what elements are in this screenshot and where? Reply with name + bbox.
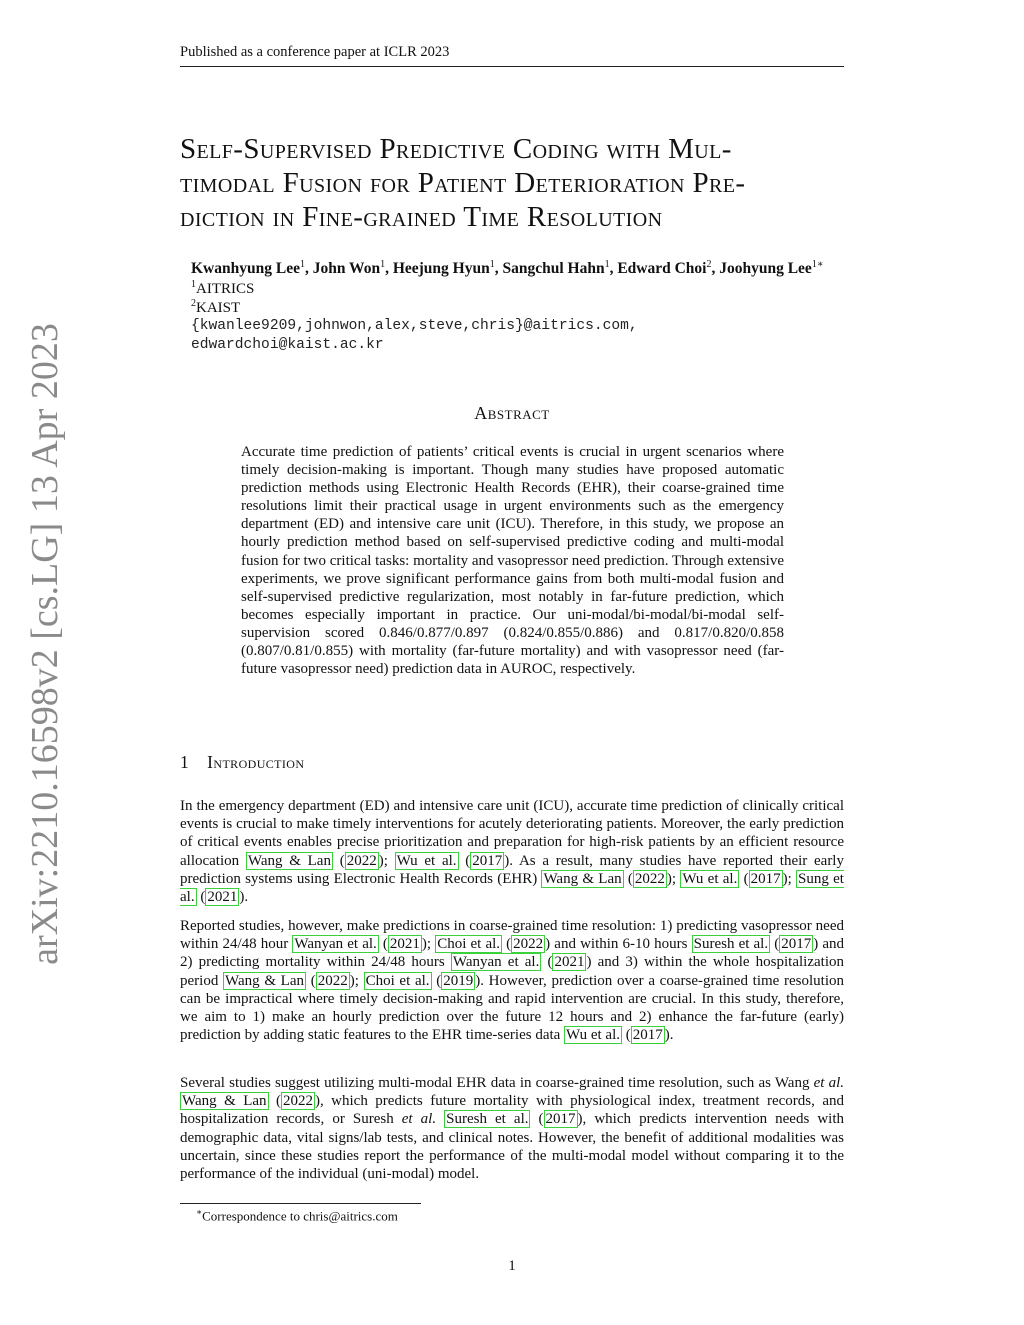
paper-title (180, 132, 860, 234)
citation-authors[interactable]: Suresh et al. (693, 936, 769, 953)
email-line: {kwanlee9209,johnwon,alex,steve,chris}@aitrics.com, (191, 318, 638, 334)
paragraph-text (436, 1111, 444, 1127)
citation-link[interactable]: Wang & Lan ( 2022 ) (182, 1093, 320, 1110)
abstract-heading: Abstract (474, 403, 550, 423)
citation-authors[interactable]: Suresh et al. (446, 1111, 529, 1128)
citation-link[interactable]: Wanyan et al. ( 2021 ) (452, 954, 592, 971)
paragraph-text: and 2) predicting mortality within 24/48 hours (180, 936, 844, 971)
intro-paragraph (180, 1074, 844, 1183)
email-line: edwardchoi@kaist.ac.kr (191, 337, 384, 353)
paragraph-text: Reported studies, however, make predictions in coarse-grained time resolution: 1) predicting vasopressor need within 24/48 hour (180, 918, 844, 953)
citation-authors[interactable]: Choi et al. (437, 936, 501, 953)
citation-link[interactable]: Choi et al. ( 2022 ) (437, 936, 551, 953)
author-affil-mark: 1∗ (811, 259, 824, 270)
section-heading (180, 752, 304, 773)
citation-year[interactable]: 2022 (513, 936, 544, 953)
abstract-body: Accurate time prediction of patients’ critical events is crucial in urgent scenarios where timely decision-making is important. Though many studies have proposed automatic prediction methods using Electronic Health Records (EHR), their coarse-grained time resolutions limit their practical usage in urgent environments such as the emergency department (ED) and intensive care unit (ICU). Therefore, in this study, we propose an hourly prediction method based on self-supervised predictive coding and multi-modal fusion for two critical tasks: mortality and vasopressor need prediction. Through extensive experiments, we prove significant performance gains from both multi-modal fusion and self-supervised predictive regularization, most notably in far-future prediction, which becomes especially important in practice. Our uni-modal/bi-modal/bi-modal self-supervision scored 0.846/0.877/0.897 (0.824/0.855/0.886) and 0.817/0.820/0.858 (0.807/0.81/0.855) with mortality (far-future mortality) and with vasopressor need (far-future vasopressor need) prediction data in AUROC, respectively. (241, 444, 784, 678)
footnote-rule (180, 1203, 421, 1204)
title-line: diction in Fine-grained Time Resolution (180, 201, 663, 233)
citation-year[interactable]: 2022 (282, 1093, 313, 1110)
citation-link[interactable]: Sung et al. ( 2021 ) (180, 870, 844, 906)
paragraph-text: ; (426, 936, 436, 953)
intro-paragraph (180, 917, 844, 1044)
author-name: Heejung Hyun (392, 260, 490, 278)
paragraph-text: , which predicts future mortality with physiological index, treatment records, and hospitalization records, or Suresh (180, 1093, 844, 1128)
citation-authors[interactable]: Wanyan et al. (294, 936, 377, 953)
footnote-text: Correspondence to chris@aitrics.com (202, 1208, 398, 1224)
title-line: Self-Supervised Predictive Coding with Mul- (180, 133, 732, 165)
citation-year[interactable]: 2017 (632, 1027, 663, 1044)
citation-year[interactable]: 2017 (545, 1111, 576, 1128)
author-affil-mark: 1 (380, 259, 386, 270)
author-name: Kwanhyung Lee (191, 260, 300, 278)
citation-year[interactable]: 2017 (750, 870, 781, 887)
affiliation (191, 298, 240, 317)
paragraph-text: In the emergency department (ED) and intensive care unit (ICU), accurate time prediction of clinically critical events is crucial to make timely interventions for acutely deteriorating patients. Moreover, the early prediction of critical events enables precise prioritization and preparation for high-risk patients by an efficient resource allocation (180, 798, 844, 869)
citation-year[interactable]: 2021 (554, 954, 585, 971)
author-affil-mark: 2 (706, 259, 712, 270)
citation-year[interactable]: 2022 (317, 972, 348, 989)
page-number: 1 (508, 1258, 516, 1274)
citation-year[interactable]: 2021 (389, 936, 420, 953)
arxiv-stamp: arXiv:2210.16598v2 [cs.LG] 13 Apr 2023 (24, 323, 66, 965)
citation-link[interactable]: Wang & Lan ( 2022 ) (247, 852, 384, 869)
citation-authors[interactable]: Wanyan et al. (452, 954, 540, 971)
citation-link[interactable]: Wu et al. ( 2017 ) (682, 870, 788, 887)
section-number: 1 (180, 752, 190, 772)
affiliation-name: AITRICS (196, 281, 255, 297)
paragraph-text: , which predicts intervention needs with demographic data, vital signs/lab tests, and clinical notes. However, the benefit of additional modalities was uncertain, since these studies report the performance of the multi-modal model without comparing it to the performance of the individual (uni-modal) model. (180, 1111, 845, 1183)
citation-link[interactable]: Choi et al. ( 2019 ) (365, 972, 481, 989)
citation-authors[interactable]: Wu et al. (396, 852, 457, 869)
footnote-mark: ∗ (196, 1207, 203, 1217)
author-name: Joohyung Lee (719, 260, 812, 278)
citation-authors[interactable]: Choi et al. (365, 972, 430, 989)
author-name: John Won (312, 260, 381, 278)
citation-link[interactable]: Wang & Lan ( 2022 ) (225, 972, 355, 989)
paragraph-text: Several studies suggest utilizing multi-modal EHR data in coarse-grained time resolution, such as Wang (180, 1075, 814, 1091)
citation-authors[interactable]: Sung et al. (180, 870, 844, 906)
paragraph-text: . (669, 1027, 674, 1044)
paragraph-text: ; (383, 852, 395, 869)
citation-link[interactable]: Wang & Lan ( 2022 ) (543, 870, 672, 887)
title-line: timodal Fusion for Patient Deterioration Pre- (180, 167, 746, 199)
paragraph-text: ; (787, 870, 797, 887)
author-list: Kwanhyung Lee$^1$, John Won$^1$, Heejung Hyun$^1$, Sangchul Hahn$^1$, Edward Choi$^2$, Joohyung Lee$^{1∗}$ (191, 259, 824, 278)
citation-authors[interactable]: Wang & Lan (225, 972, 305, 989)
citation-authors[interactable]: Wang & Lan (182, 1093, 267, 1110)
paragraph-text: . However, prediction over a coarse-grained time resolution can be impractical where timely decision-making and rapid intervention are crucial. In this study, therefore, we aim to 1) make an hourly prediction over the future 12 hours and 2) enhance the far-future (early) prediction by adding static features to the EHR time-series data (180, 972, 844, 1044)
citation-year[interactable]: 2017 (472, 852, 503, 869)
running-head: Published as a conference paper at ICLR 2023 (180, 44, 450, 60)
affiliation-mark: 1 (191, 279, 196, 290)
citation-authors[interactable]: Wu et al. (682, 870, 738, 887)
citation-link[interactable]: Wanyan et al. ( 2021 ) (294, 936, 427, 953)
citation-link[interactable]: Suresh et al. ( 2017 ) (693, 936, 819, 953)
author-affil-mark: 1 (489, 259, 495, 270)
emphasis: et al. (813, 1075, 844, 1091)
citation-year[interactable]: 2021 (207, 889, 238, 906)
citation-link[interactable]: Wu et al. ( 2017 ) (396, 852, 510, 869)
affiliation-name: KAIST (196, 300, 241, 316)
footnote (196, 1207, 398, 1224)
affiliation (191, 279, 254, 298)
paragraph-text: ; (354, 972, 364, 989)
citation-authors[interactable]: Wang & Lan (543, 870, 622, 887)
paragraph-text: . As a result, many studies have reported their early prediction systems using Electronic Health Records (EHR) (180, 852, 844, 887)
citation-authors[interactable]: Wang & Lan (247, 852, 331, 869)
paragraph-text: and within 6-10 hours (550, 936, 692, 953)
citation-year[interactable]: 2019 (443, 972, 474, 989)
section-title: Introduction (207, 752, 305, 772)
paragraph-text: ; (671, 870, 681, 887)
citation-authors[interactable]: Wu et al. (566, 1027, 621, 1044)
paragraph-text: and 3) within the whole hospitalization period (180, 954, 844, 989)
author-affil-mark: 1 (604, 259, 610, 270)
citation-year[interactable]: 2017 (781, 936, 812, 953)
emphasis: et al. (401, 1111, 437, 1128)
header-rule (180, 66, 844, 67)
citation-year[interactable]: 2022 (634, 870, 665, 887)
citation-year[interactable]: 2022 (346, 852, 377, 869)
author-name: Edward Choi (617, 260, 707, 278)
citation-link[interactable]: Wu et al. ( 2017 ) (566, 1027, 670, 1044)
affiliation-mark: 2 (191, 298, 196, 309)
citation-link[interactable]: Suresh et al. ( 2017 ) (446, 1111, 583, 1128)
intro-paragraph (180, 797, 844, 906)
paragraph-text: . (244, 889, 249, 906)
author-name: Sangchul Hahn (502, 260, 605, 278)
author-affil-mark: 1 (299, 259, 305, 270)
